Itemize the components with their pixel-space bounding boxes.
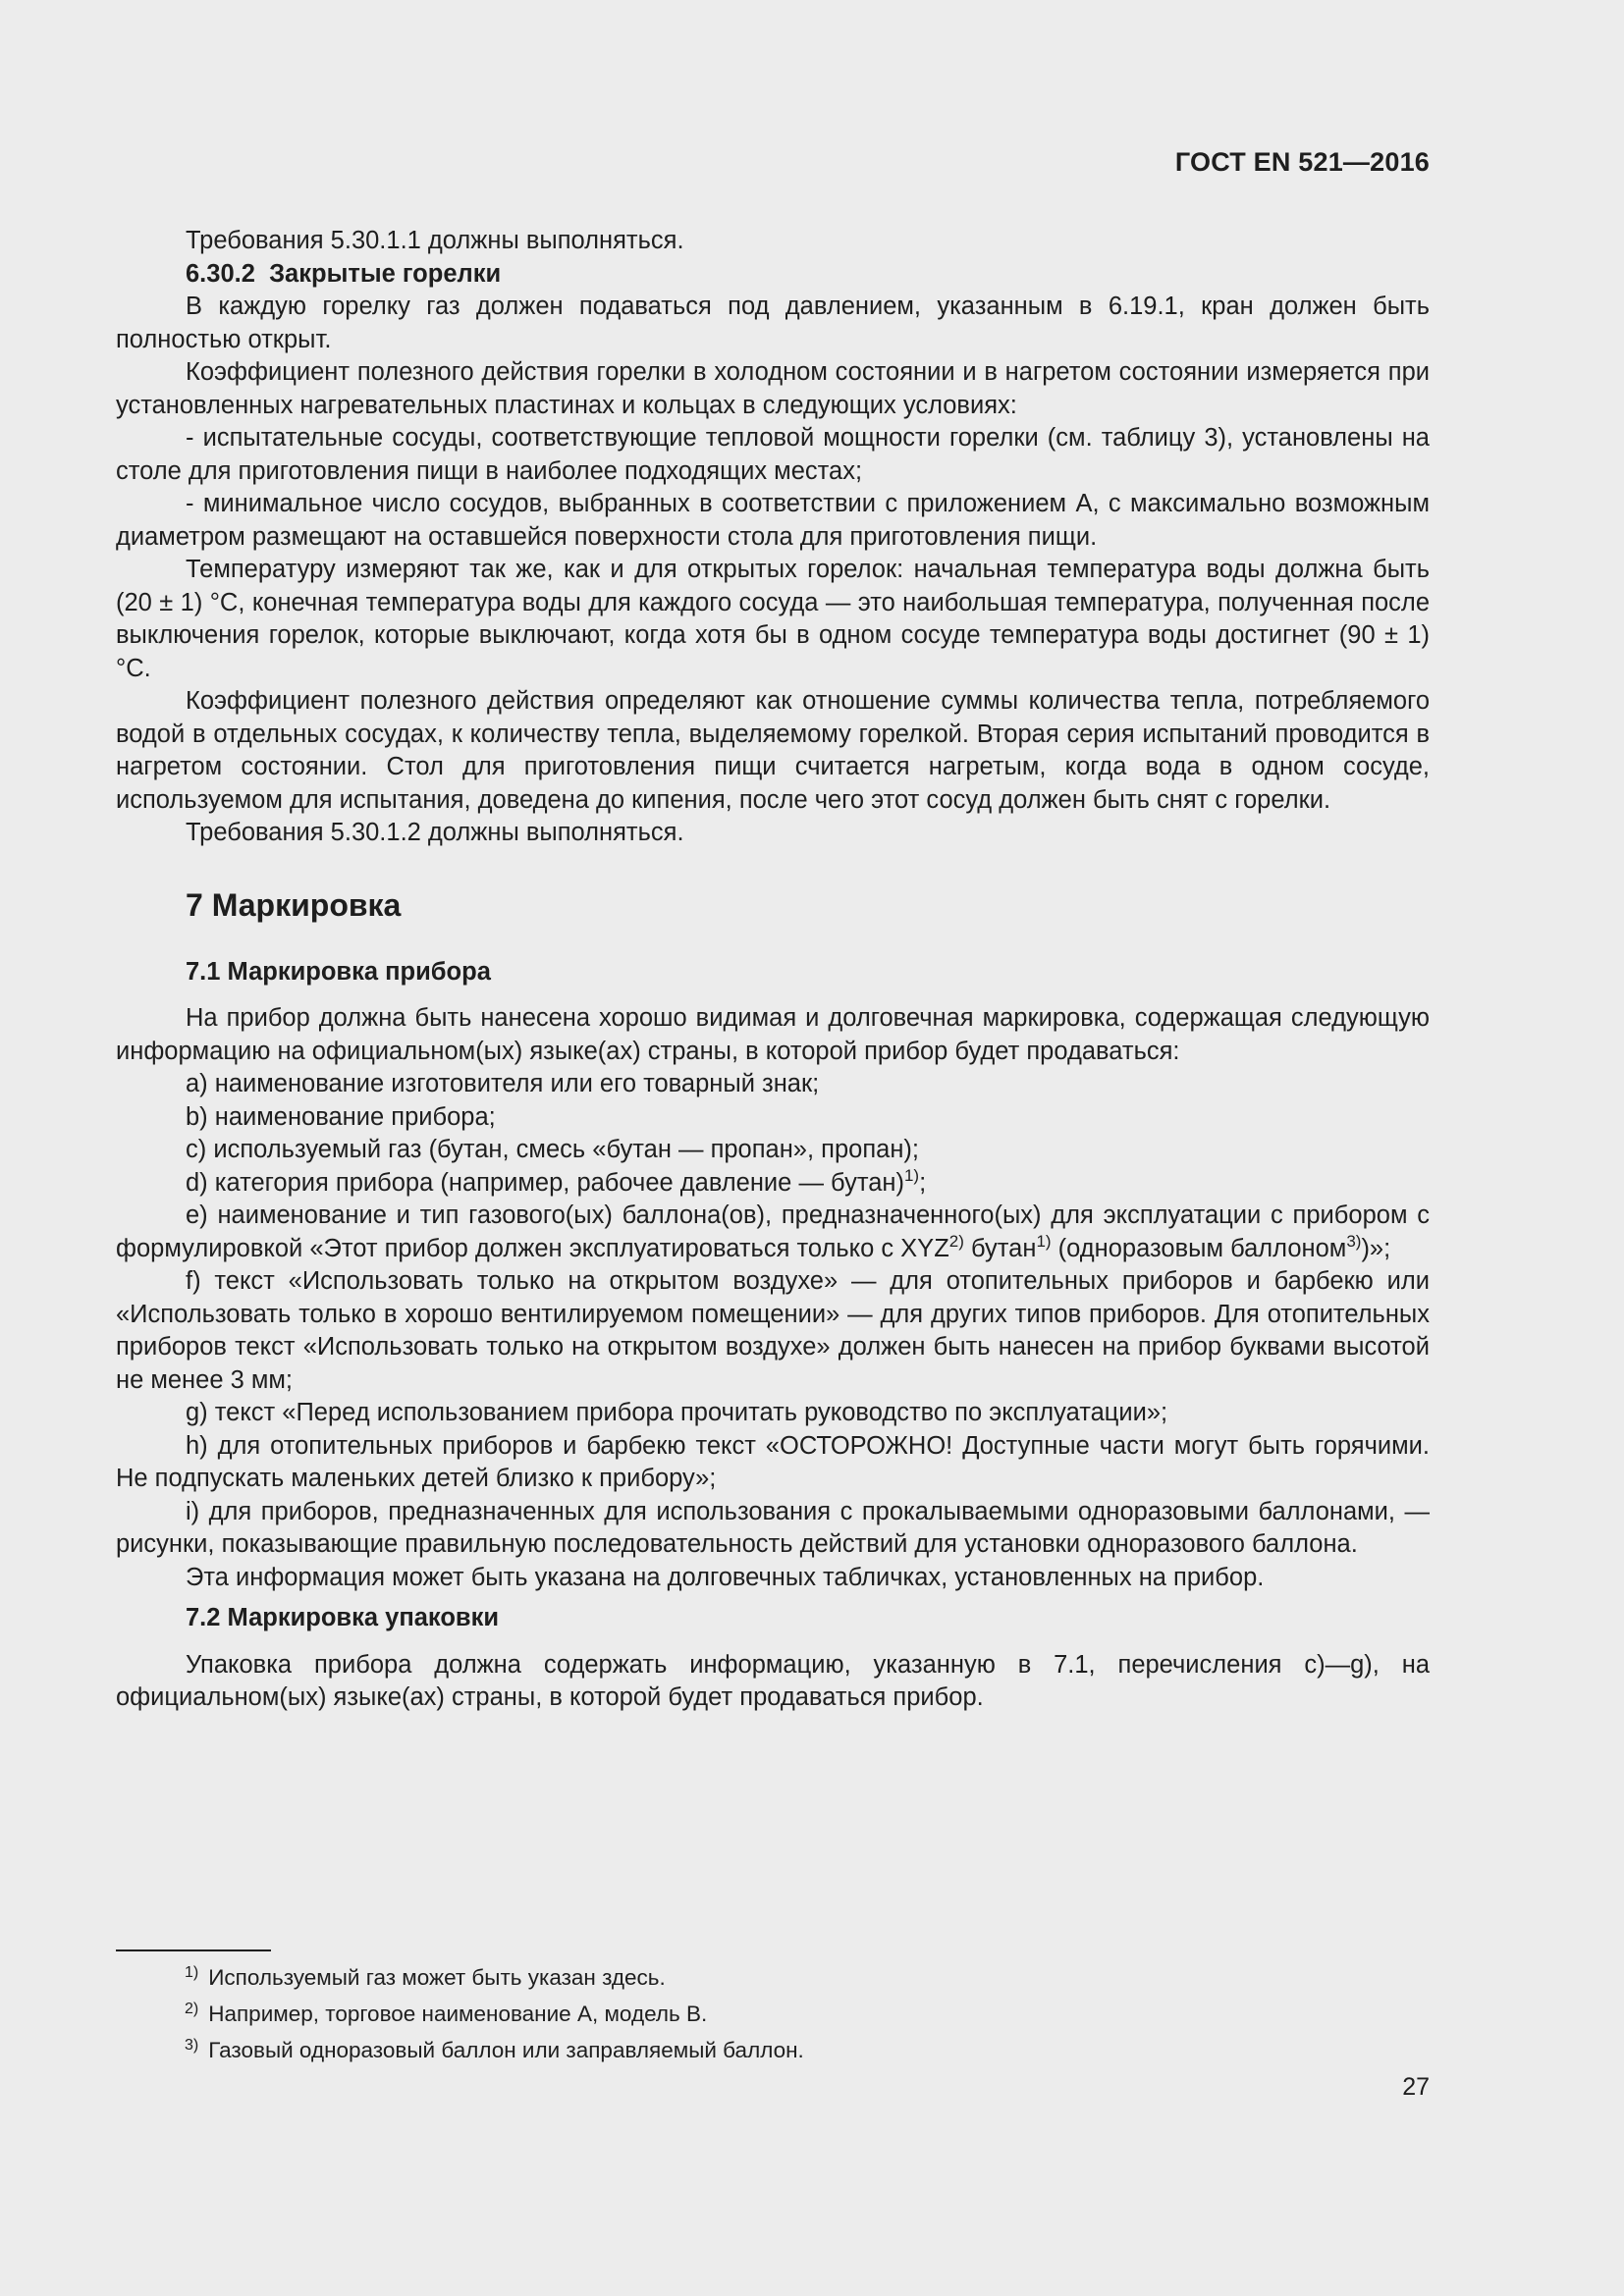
list-item-b: b) наименование прибора; <box>186 1102 496 1131</box>
footnote-text: Используемый газ может быть указан здесь. <box>208 1965 666 1990</box>
paragraph: Коэффициент полезного действия горелки в холодном состоянии и в нагретом состоянии измеряется при установленных нагревательных пластинах и кольцах в следующих условиях: <box>116 358 1430 419</box>
footnote-ref: 1) <box>903 1165 920 1185</box>
paragraph-requirement-5-30-1-1: Требования 5.30.1.1 должны выполняться. <box>186 227 684 254</box>
section-heading-7: 7 Маркировка <box>186 886 402 923</box>
list-item-e-text: )»; <box>1361 1234 1391 1262</box>
list-item-e-text: бутан <box>963 1234 1037 1262</box>
footnote <box>185 1959 1363 1996</box>
footnotes <box>185 1959 1363 2068</box>
paragraph: Температуру измеряют так же, как и для открытых горелок: начальная температура воды должна быть (20 ± 1) °С, конечная температура воды для каждого сосуда — это наибольшая температура, полученная после выключения горелок, которые выключают, когда хотя бы в одном сосуде температура воды достигнет (90 ± 1) °С. <box>116 556 1430 682</box>
paragraph: Коэффициент полезного действия определяют как отношение суммы количества тепла, потребляемого водой в отдельных сосудах, к количеству тепла, выделяемому горелкой. Вторая серия испытаний проводится в нагретом состоянии. Стол для приготовления пищи считается нагретым, когда вода в одном сосуде, используемом для испытания, доведена до кипения, после чего этот сосуд должен быть снят с горелки. <box>116 687 1430 814</box>
list-item-d-text: d) категория прибора (например, рабочее давление — бутан) <box>186 1168 904 1197</box>
footnote-text: Газовый одноразовый баллон или заправляемый баллон. <box>208 2038 804 2062</box>
footnote-text: Например, торговое наименование А, модель В. <box>208 2002 708 2026</box>
list-item-dash: - испытательные сосуды, соответствующие тепловой мощности горелки (см. таблицу 3), установлены на столе для приготовления пищи в наиболее подходящих местах; <box>116 424 1430 485</box>
list-item-e-text: (одноразовым баллоном <box>1051 1234 1347 1262</box>
paragraph: Упаковка прибора должна содержать информацию, указанную в 7.1, перечисления с)—g), на официальном(ых) языке(ах) страны, в которой будет продаваться прибор. <box>116 1650 1430 1711</box>
subsection-heading-7-1: 7.1 Маркировка прибора <box>186 957 491 986</box>
list-item-c: с) используемый газ (бутан, смесь «бутан — пропан», пропан); <box>186 1136 919 1163</box>
paragraph: На прибор должна быть нанесена хорошо видимая и долговечная маркировка, содержащая следующую информацию на официальном(ых) языке(ах) страны, в которой прибор будет продаваться: <box>116 1004 1430 1065</box>
paragraph-requirement-5-30-1-2: Требования 5.30.1.2 должны выполняться. <box>186 819 684 846</box>
document-body <box>116 225 1430 1715</box>
footnote-ref: 2) <box>948 1231 964 1251</box>
list-item-h: h) для отопительных приборов и барбекю текст «ОСТОРОЖНО! Доступные части могут быть горячими. Не подпускать маленьких детей близко к прибору»; <box>116 1431 1430 1492</box>
footnote-mark: 1) <box>185 1964 199 1981</box>
footnote <box>185 2032 1363 2068</box>
footnote-divider <box>116 1949 271 1951</box>
list-item-dash: - минимальное число сосудов, выбранных в соответствии с приложением А, с максимально возможным диаметром размещают на оставшейся поверхности стола для приготовления пищи. <box>116 490 1430 551</box>
subsection-heading-7-2: 7.2 Маркировка упаковки <box>186 1604 500 1631</box>
page-number: 27 <box>1402 2073 1430 2101</box>
subsection-title: Закрытые горелки <box>269 259 502 288</box>
list-item-e <box>116 1200 1430 1265</box>
footnote-ref: 1) <box>1036 1231 1052 1251</box>
footnote-mark: 3) <box>185 2037 199 2054</box>
footnote-mark: 2) <box>185 2001 199 2017</box>
subsection-number: 6.30.2 <box>186 259 255 288</box>
footnote-ref: 3) <box>1346 1231 1362 1251</box>
list-item-a: а) наименование изготовителя или его товарный знак; <box>186 1070 820 1097</box>
list-item-g: g) текст «Перед использованием прибора прочитать руководство по эксплуатации»; <box>186 1399 1168 1426</box>
paragraph: В каждую горелку газ должен подаваться под давлением, указанным в 6.19.1, кран должен быть полностью открыт. <box>116 293 1430 353</box>
document-code-header: ГОСТ EN 521—2016 <box>1174 147 1430 177</box>
subsection-heading-6-30-2 <box>116 258 1430 292</box>
list-item-i: i) для приборов, предназначенных для использования с прокалываемыми одноразовыми баллонами, — рисунки, показывающие правильную последовательность действий для установки одноразового баллона. <box>116 1497 1430 1558</box>
list-item-d <box>116 1167 1430 1201</box>
list-item-e-text: е) наименование и тип газового(ых) баллона(ов), предназначенного(ых) для эксплуатации с прибором с формулировкой «Этот прибор должен эксплуатироваться только с XYZ <box>116 1201 1430 1262</box>
list-item-f: f) текст «Использовать только на открытом воздухе» — для отопительных приборов и барбекю или «Использовать только в хорошо вентилируемом помещении» — для других типов приборов. Для отопительных приборов текст «Использовать только на открытом воздухе» должен быть нанесен на прибор буквами высотой не менее 3 мм; <box>116 1267 1430 1394</box>
list-item-d-end: ; <box>919 1168 927 1197</box>
paragraph: Эта информация может быть указана на долговечных табличках, установленных на прибор. <box>186 1563 1265 1591</box>
footnote <box>185 1996 1363 2032</box>
